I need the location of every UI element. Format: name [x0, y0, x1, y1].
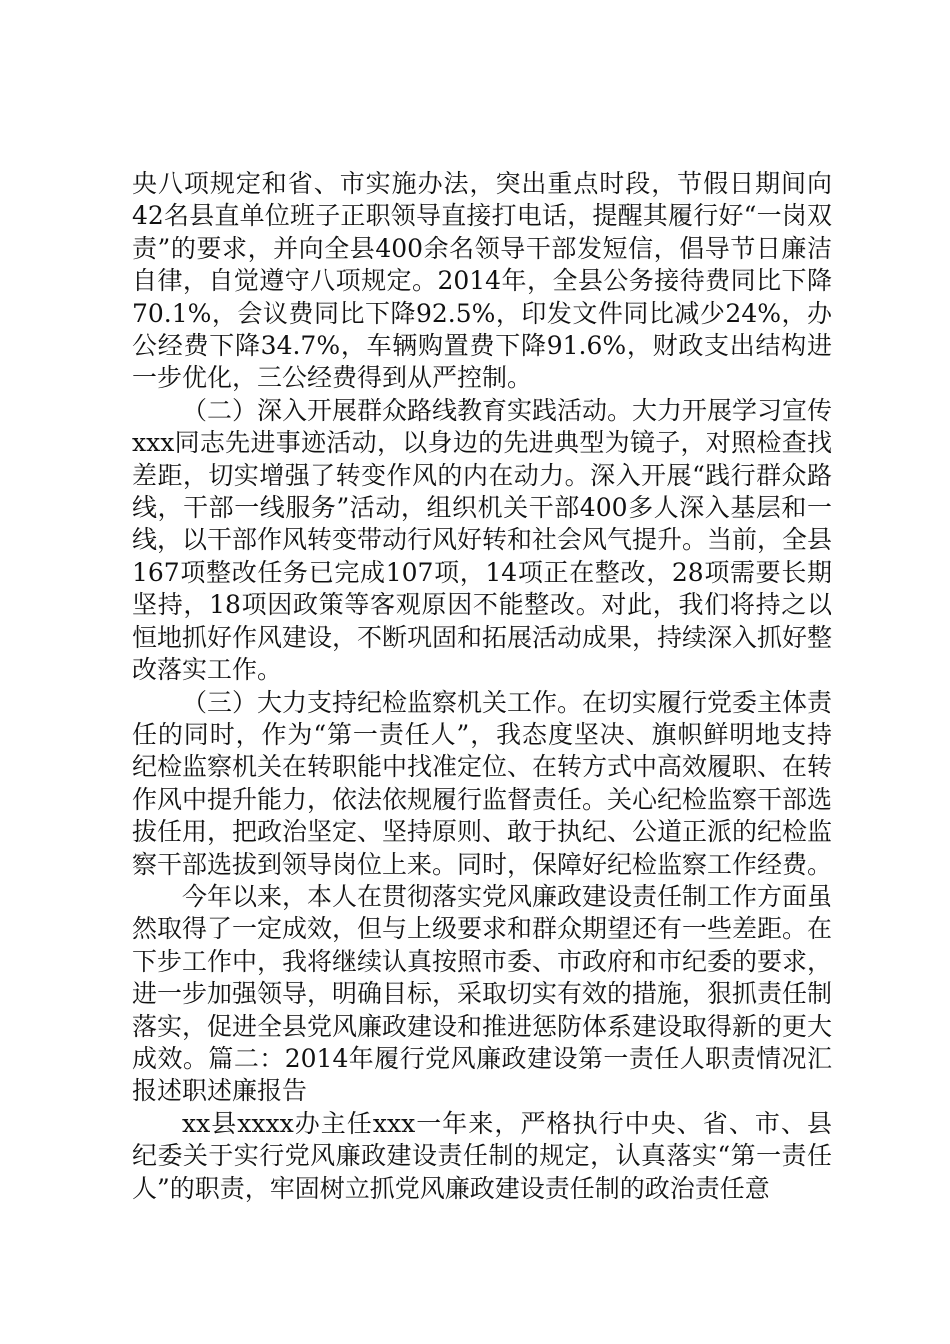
- paragraph-section-three: （三）大力支持纪检监察机关工作。在切实履行党委主体责任的同时，作为“第一责任人”，我态度坚决、旗帜鲜明地支持纪检监察机关在转职能中找准定位、在转方式中高效履职、在转作风中提升能力，依法依规履行监督责任。关心纪检监察干部选拔任用，把政治坚定、坚持原则、敢于执纪、公道正派的纪检监察干部选拔到领导岗位上来。同时，保障好纪检监察工作经费。: [132, 687, 833, 879]
- paragraph-report-start: xx县xxxx办主任xxx一年来，严格执行中央、省、市、县纪委关于实行党风廉政建设责任制的规定，认真落实“第一责任人”的职责，牢固树立抓党风廉政建设责任制的政治责任意: [132, 1108, 832, 1203]
- paragraph-summary: 今年以来，本人在贯彻落实党风廉政建设责任制工作方面虽然取得了一定成效，但与上级要求和群众期望还有一些差距。在下步工作中，我将继续认真按照市委、市政府和市纪委的要求，进一步加强领导，明确目标，采取切实有效的措施，狠抓责任制落实，促进全县党风廉政建设和推进惩防体系建设取得新的更大成效。篇二：2014年履行党风廉政建设第一责任人职责情况汇报述职述廉报告: [132, 881, 833, 1106]
- paragraph-continuation: 央八项规定和省、市实施办法，突出重点时段，节假日期间向42名县直单位班子正职领导直接打电话，提醒其履行好“一岗双责”的要求，并向全县400余名领导干部发短信，倡导节日廉洁自律，自觉遵守八项规定。2014年，全县公务接待费同比下降70.1%，会议费同比下降92.5%，印发文件同比减少24%，办公经费下降34.7%，车辆购置费下降91.6%，财政支出结构进一步优化，三公经费得到从严控制。: [132, 169, 832, 393]
- document-body: [132, 168, 832, 1205]
- paragraph-section-two: （二）深入开展群众路线教育实践活动。大力开展学习宣传xxx同志先进事迹活动，以身边的先进典型为镜子，对照检查找差距，切实增强了转变作风的内在动力。深入开展“践行群众路线，干部一线服务”活动，组织机关干部400多人深入基层和一线，以干部作风转变带动行风好转和社会风气提升。当前，全县167项整改任务已完成107项，14项正在整改，28项需要长期坚持，18项因政策等客观原因不能整改。对此，我们将持之以恒地抓好作风建设，不断巩固和拓展活动成果，持续深入抓好整改落实工作。: [132, 395, 833, 685]
